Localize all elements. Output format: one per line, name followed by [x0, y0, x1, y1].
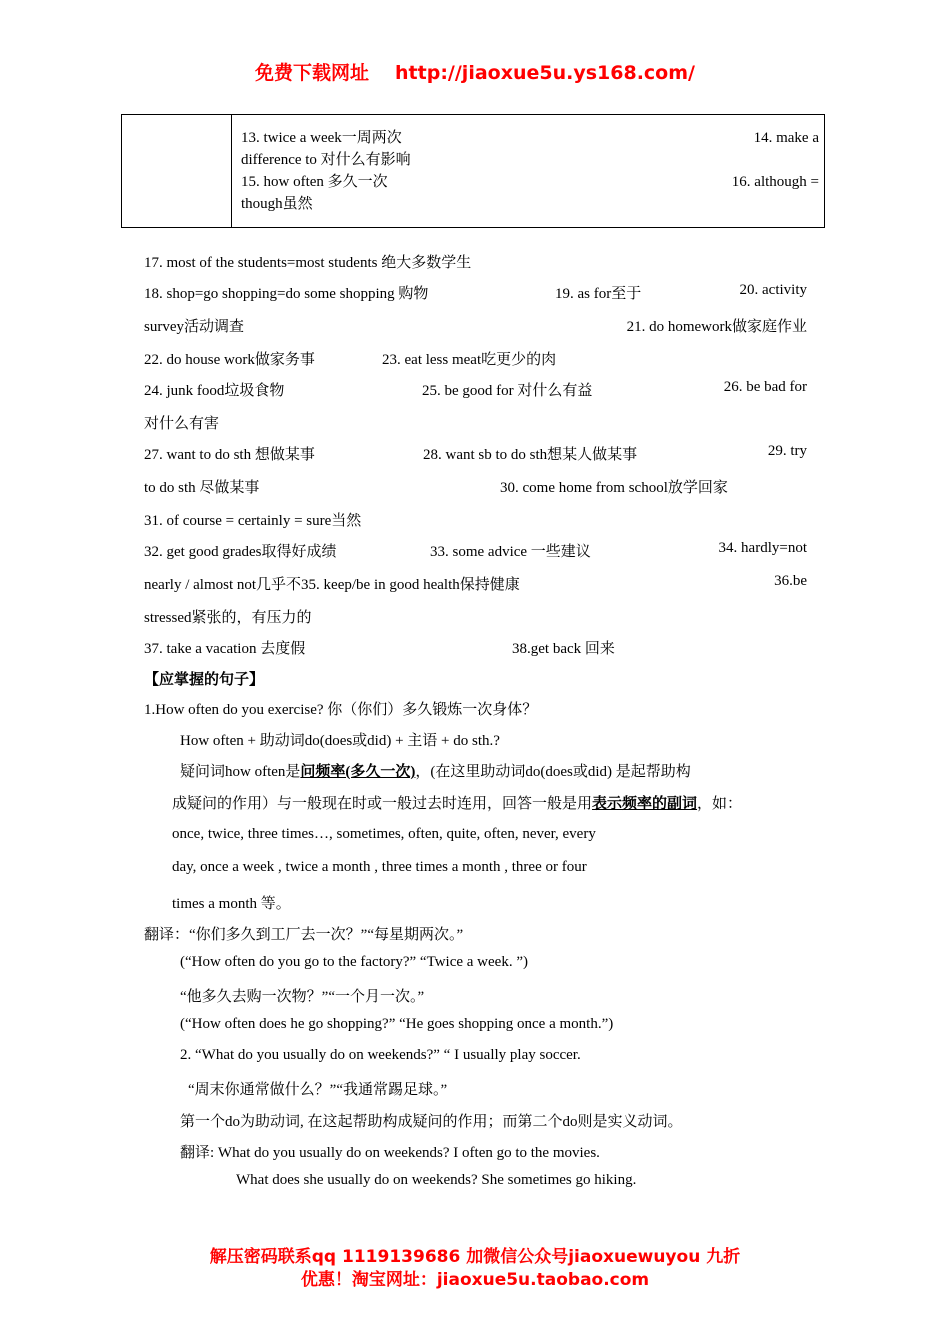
- header-url[interactable]: http://jiaoxue5u.ys168.com/: [395, 62, 695, 84]
- phrase-25: 25. be good for 对什么有益: [422, 383, 593, 399]
- phrase-16-cont: though虽然: [241, 196, 313, 212]
- phrase-19: 19. as for至于: [555, 286, 642, 302]
- frequency-list-1: once, twice, three times…, sometimes, often, quite, often, never, every: [172, 826, 596, 842]
- phrase-13: 13. twice a week一周两次: [241, 130, 402, 146]
- header-banner: [0, 58, 950, 85]
- phrase-15: 15. how often 多久一次: [241, 174, 388, 190]
- footer-line-2[interactable]: 优惠！淘宝网址：jiaoxue5u.taobao.com: [300, 1270, 650, 1290]
- phrase-16: 16. although =: [731, 174, 819, 190]
- sentence-1-formula: How often + 助动词do(does或did) + 主语 + do sth.?: [180, 733, 500, 749]
- phrase-24: 24. junk food垃圾食物: [144, 383, 285, 399]
- sentence-2-cn: “周末你通常做什么？”“我通常踢足球。”: [188, 1082, 448, 1098]
- sentence-2-translation-1: 翻译: What do you usually do on weekends? I often go to the movies.: [180, 1145, 600, 1161]
- phrase-29-cont: to do sth 尽做某事: [144, 480, 260, 496]
- phrase-38: 38.get back 回来: [512, 641, 615, 657]
- phrase-37: 37. take a vacation 去度假: [144, 641, 306, 657]
- sentence-2-translation-2: What does she usually do on weekends? She sometimes go hiking.: [236, 1172, 637, 1188]
- phrase-33: 33. some advice 一些建议: [430, 544, 591, 560]
- exp-underline-adverbs: 表示频率的副词: [592, 796, 698, 812]
- translation-1: 翻译：“你们多久到工厂去一次？”“每星期两次。”: [144, 927, 464, 943]
- table-cell: [241, 127, 819, 215]
- phrase-23: 23. eat less meat吃更少的肉: [382, 352, 557, 368]
- phrase-34-cont: nearly / almost not几乎不35. keep/be in good health保持健康: [144, 577, 520, 593]
- exp-text-c: 成疑问的作用）与一般现在时或一般过去时连用，回答一般是用: [172, 796, 593, 812]
- phrase-26-cont: 对什么有害: [144, 416, 220, 432]
- phrase-27: 27. want to do sth 想做某事: [144, 447, 315, 463]
- exp-text-a: 疑问词how often是: [180, 764, 301, 780]
- phrase-32: 32. get good grades取得好成绩: [144, 544, 337, 560]
- phrase-20: 20. activity: [739, 282, 807, 298]
- sentence-1-explanation-2: [172, 792, 742, 813]
- frequency-list-2: day, once a week , twice a month , three times a month , three or four: [172, 859, 587, 875]
- phrase-28: 28. want sb to do sth想某人做某事: [423, 447, 638, 463]
- frequency-list-3: times a month 等。: [172, 896, 291, 912]
- sentence-2: 2. “What do you usually do on weekends?” “ I usually play soccer.: [180, 1047, 581, 1063]
- translation-2: “他多久去购一次物？”“一个月一次。”: [180, 989, 425, 1005]
- phrase-17: 17. most of the students=most students 绝大多数学生: [144, 255, 472, 271]
- phrase-36-cont: stressed紧张的，有压力的: [144, 610, 312, 626]
- footer-line-1: 解压密码联系qq 1119139686 加微信公众号jiaoxuewuyou 九折: [209, 1247, 741, 1267]
- section-title: 【应掌握的句子】: [144, 670, 265, 688]
- vocab-table: [121, 114, 825, 228]
- phrase-14: 14. make a: [753, 130, 819, 146]
- exp-text-b: ，(在这里助动词do(does或did) 是起帮助构: [415, 764, 691, 780]
- header-label: 免费下载网址: [255, 62, 370, 84]
- phrase-36: 36.be: [774, 573, 807, 589]
- translation-2-en: (“How often does he go shopping?” “He goes shopping once a month.”): [180, 1016, 614, 1032]
- translation-1-en: (“How often do you go to the factory?” “Twice a week. ”): [180, 954, 528, 970]
- table-divider: [231, 115, 232, 227]
- phrase-31: 31. of course = certainly = sure当然: [144, 513, 362, 529]
- phrase-30: 30. come home from school放学回家: [500, 480, 728, 496]
- phrase-22: 22. do house work做家务事: [144, 352, 315, 368]
- phrase-18: 18. shop=go shopping=do some shopping 购物: [144, 286, 429, 302]
- phrase-29: 29. try: [767, 443, 807, 459]
- phrase-20-cont: survey活动调查: [144, 319, 244, 335]
- phrase-34: 34. hardly=not: [718, 540, 807, 556]
- phrase-26: 26. be bad for: [723, 379, 807, 395]
- phrase-21: 21. do homework做家庭作业: [626, 319, 807, 335]
- exp-underline-frequency: 问频率(多久一次): [300, 764, 416, 780]
- exp-text-d: ，如：: [697, 796, 743, 812]
- sentence-1-explanation: [180, 760, 691, 781]
- sentence-1: 1.How often do you exercise? 你（你们）多久锻炼一次身体？: [144, 702, 538, 718]
- sentence-2-note: 第一个do为助动词, 在这起帮助构成疑问的作用；而第二个do则是实义动词。: [180, 1114, 683, 1130]
- phrase-14-cont: difference to 对什么有影响: [241, 152, 411, 168]
